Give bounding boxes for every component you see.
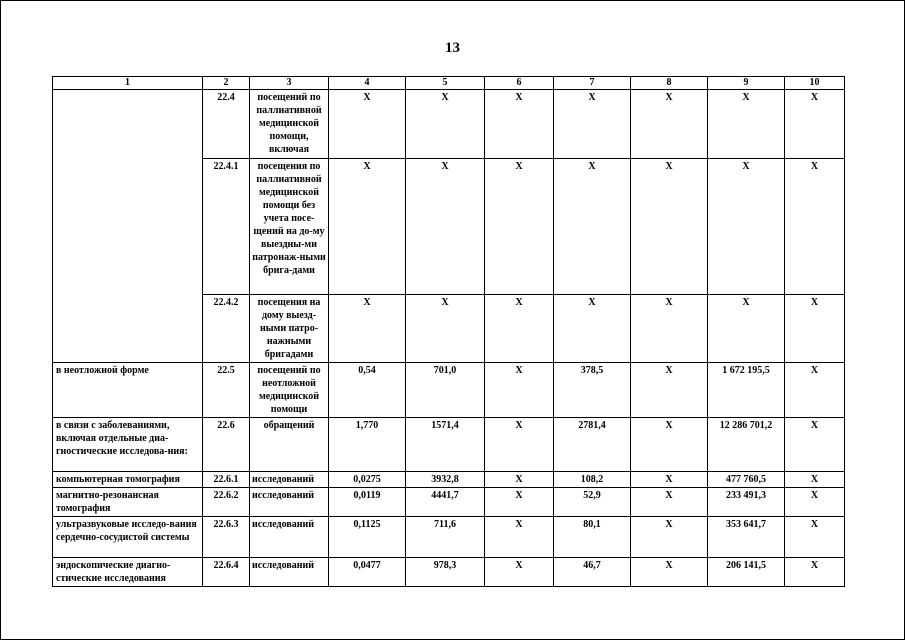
row-code-cell: 22.4.2 — [203, 295, 250, 363]
header-cell: 7 — [554, 77, 631, 90]
value-cell: 108,2 — [554, 472, 631, 488]
value-cell: 378,5 — [554, 363, 631, 418]
value-cell: Х — [329, 159, 406, 295]
row-code-cell: 22.6.4 — [203, 558, 250, 587]
unit-cell: исследований — [250, 472, 329, 488]
row-code-cell: 22.4 — [203, 90, 250, 159]
value-cell: Х — [554, 295, 631, 363]
page-number: 13 — [445, 40, 460, 56]
value-cell: Х — [329, 295, 406, 363]
value-cell: Х — [406, 90, 485, 159]
value-cell: 4441,7 — [406, 488, 485, 517]
row-label-cell: эндоскопические диагно-стические исследования — [53, 558, 203, 587]
header-cell: 3 — [250, 77, 329, 90]
value-cell: Х — [406, 295, 485, 363]
value-cell: 3932,8 — [406, 472, 485, 488]
value-cell: Х — [785, 558, 845, 587]
value-cell: 0,1125 — [329, 517, 406, 558]
row-code-cell: 22.6 — [203, 418, 250, 472]
unit-cell: исследований — [250, 488, 329, 517]
value-cell: Х — [785, 488, 845, 517]
value-cell: 0,54 — [329, 363, 406, 418]
value-cell: 12 286 701,2 — [708, 418, 785, 472]
value-cell: 46,7 — [554, 558, 631, 587]
value-cell: Х — [631, 159, 708, 295]
header-cell: 2 — [203, 77, 250, 90]
table-row — [53, 488, 845, 517]
value-cell: Х — [554, 159, 631, 295]
row-label-cell: ультразвуковые исследо-вания сердечно-сосудистой системы — [53, 517, 203, 558]
unit-cell: посещения по паллиативной медицинской помощи без учета посе-щений на до-му выездны-ми патронаж-ными брига-дами — [250, 159, 329, 295]
value-cell: Х — [485, 558, 554, 587]
row-code-cell: 22.6.3 — [203, 517, 250, 558]
table-row — [53, 418, 845, 472]
value-cell: Х — [708, 295, 785, 363]
table-row — [53, 363, 845, 418]
row-label-cell: магнитно-резонансная томография — [53, 488, 203, 517]
value-cell: 0,0275 — [329, 472, 406, 488]
value-cell: 206 141,5 — [708, 558, 785, 587]
value-cell: Х — [631, 363, 708, 418]
value-cell: 1571,4 — [406, 418, 485, 472]
value-cell: Х — [631, 295, 708, 363]
table-row — [53, 558, 845, 587]
value-cell: Х — [785, 90, 845, 159]
table-row — [53, 517, 845, 558]
table-header-row — [53, 77, 845, 90]
value-cell: 978,3 — [406, 558, 485, 587]
value-cell: Х — [485, 488, 554, 517]
unit-cell: посещения на дому выезд-ными патро-нажными бригадами — [250, 295, 329, 363]
value-cell: Х — [785, 295, 845, 363]
value-cell: Х — [785, 363, 845, 418]
value-cell: 353 641,7 — [708, 517, 785, 558]
row-label-cell: в связи с заболеваниями, включая отдельные диа-гностические исследова-ния: — [53, 418, 203, 472]
value-cell: 1,770 — [329, 418, 406, 472]
unit-cell: посещений по неотложной медицинской помощи — [250, 363, 329, 418]
value-cell: Х — [631, 517, 708, 558]
row-code-cell: 22.6.1 — [203, 472, 250, 488]
value-cell: Х — [406, 159, 485, 295]
value-cell: 0,0119 — [329, 488, 406, 517]
value-cell: Х — [485, 159, 554, 295]
row-code-cell: 22.5 — [203, 363, 250, 418]
value-cell: 701,0 — [406, 363, 485, 418]
value-cell: Х — [631, 488, 708, 517]
value-cell: Х — [785, 159, 845, 295]
unit-cell: исследований — [250, 558, 329, 587]
unit-cell: обращений — [250, 418, 329, 472]
value-cell: Х — [485, 363, 554, 418]
header-cell: 8 — [631, 77, 708, 90]
header-cell: 4 — [329, 77, 406, 90]
value-cell: Х — [329, 90, 406, 159]
value-cell: Х — [631, 558, 708, 587]
table-row — [53, 472, 845, 488]
row-code-cell: 22.6.2 — [203, 488, 250, 517]
value-cell: 80,1 — [554, 517, 631, 558]
value-cell: 1 672 195,5 — [708, 363, 785, 418]
value-cell: Х — [708, 90, 785, 159]
value-cell: Х — [785, 418, 845, 472]
data-table — [52, 76, 845, 587]
value-cell: 0,0477 — [329, 558, 406, 587]
row-label-cell: компьютерная томография — [53, 472, 203, 488]
header-cell: 10 — [785, 77, 845, 90]
value-cell: Х — [785, 517, 845, 558]
header-cell: 1 — [53, 77, 203, 90]
value-cell: Х — [485, 90, 554, 159]
header-cell: 9 — [708, 77, 785, 90]
header-cell: 6 — [485, 77, 554, 90]
value-cell: Х — [485, 418, 554, 472]
value-cell: Х — [708, 159, 785, 295]
value-cell: 233 491,3 — [708, 488, 785, 517]
value-cell: Х — [631, 90, 708, 159]
value-cell: Х — [485, 295, 554, 363]
row-label-cell: в неотложной форме — [53, 363, 203, 418]
value-cell: 477 760,5 — [708, 472, 785, 488]
row-code-cell: 22.4.1 — [203, 159, 250, 295]
value-cell: 711,6 — [406, 517, 485, 558]
value-cell: 52,9 — [554, 488, 631, 517]
table-row — [53, 90, 845, 159]
unit-cell: исследований — [250, 517, 329, 558]
value-cell: Х — [554, 90, 631, 159]
row-label-cell — [53, 90, 203, 363]
header-cell: 5 — [406, 77, 485, 90]
value-cell: 2781,4 — [554, 418, 631, 472]
value-cell: Х — [485, 472, 554, 488]
unit-cell: посещений по паллиативной медицинской помощи, включая — [250, 90, 329, 159]
value-cell: Х — [631, 418, 708, 472]
value-cell: Х — [485, 517, 554, 558]
value-cell: Х — [785, 472, 845, 488]
value-cell: Х — [631, 472, 708, 488]
